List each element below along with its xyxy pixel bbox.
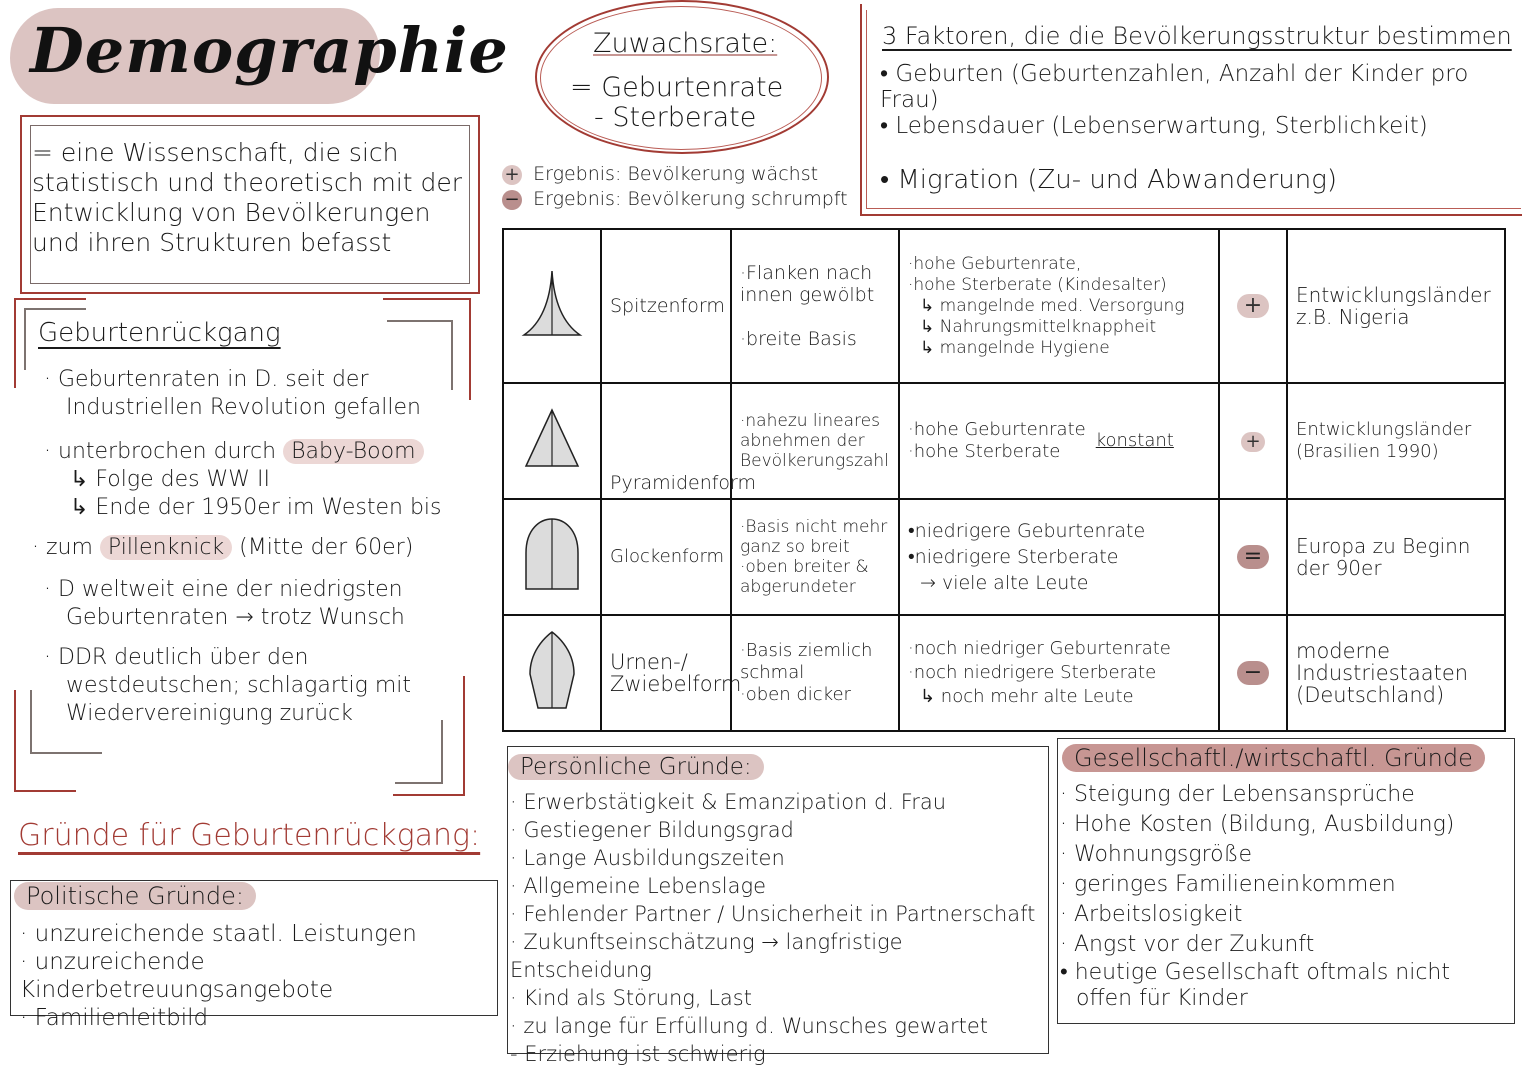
table-row [503, 229, 1505, 383]
reasons-title: Gründe für Geburtenrückgang: [18, 818, 481, 853]
political-title: Politische Gründe: [14, 882, 256, 910]
growth-line2: - Sterberate [594, 102, 757, 133]
political-list: · unzureichende staatl. Leistungen · unzureichende Kinderbetreuungsangebote · Familienleitbild [20, 921, 417, 1031]
sign-cell [1219, 229, 1287, 383]
page-title: Demographie [30, 14, 509, 87]
shape-cell [503, 383, 601, 499]
decline-title: Geburtenrückgang [38, 318, 281, 348]
shape-cell [503, 229, 601, 383]
shape-features: ·Basis nicht mehr ganz so breit ·oben breiter & abgerundeter [731, 499, 899, 615]
shape-example: Europa zu Beginn der 90er [1287, 499, 1505, 615]
factor-item: • Migration (Zu- und Abwanderung) [880, 165, 1337, 195]
personal-list: · Erwerbstätigkeit & Emanzipation d. Frau · Gestiegener Bildungsgrad · Lange Ausbildungszeiten · Allgemeine Lebenslage · Fehlender Partner / Unsicherheit in Partnerschaft · Zukunftseinschätzung → langfristige Entscheidung · Kind als Störung, Last · zu lange für Erfüllung d. Wunsches gewartet - Erziehung ist schwierig [510, 790, 1036, 1066]
social-title: Gesellschaftl./wirtschaftl. Gründe [1062, 744, 1485, 772]
social-list: · Steigung der Lebensansprüche · Hohe Kosten (Bildung, Ausbildung) · Wohnungsgröße · geringes Familieneinkommen · Arbeitslosigkeit · Angst vor der Zukunft • heutige Gesellschaft oftmals nicht offen für Kinder [1060, 782, 1455, 1011]
shape-rates: ·hohe Geburtenrate, ·hohe Sterberate (Kindesalter) ↳ mangelnde med. Versorgung ↳ Nahrungsmittelknappheit ↳ mangelnde Hygiene [899, 229, 1219, 383]
pyramid-table [502, 228, 1506, 732]
definition-text: = eine Wissenschaft, die sich statistisch und theoretisch mit der Entwicklung von Bevölkerungen und ihren Strukturen befasst [32, 138, 463, 257]
growth-minus-text: Ergebnis: Bevölkerung schrumpft [533, 188, 848, 210]
factors-title: 3 Faktoren, die die Bevölkerungsstruktur bestimmen [882, 22, 1512, 50]
baby-boom-highlight: Baby-Boom [283, 439, 423, 464]
personal-title: Persönliche Gründe: [508, 754, 764, 780]
growth-plus-text: Ergebnis: Bevölkerung wächst [533, 163, 819, 185]
urnenform-icon [524, 630, 580, 712]
shape-name: Spitzenform [601, 229, 731, 383]
growth-plus-row [502, 163, 818, 185]
pillenknick-highlight: Pillenknick [100, 535, 232, 560]
shape-example: moderne Industriestaaten (Deutschland) [1287, 615, 1505, 731]
factor-item: • Lebensdauer (Lebenserwartung, Sterblichkeit) [880, 113, 1428, 139]
shape-features: ·Flanken nach innen gewölbt ·breite Basis [731, 229, 899, 383]
plus-sign: + [1237, 294, 1269, 318]
shape-rates: ·hohe Geburtenrate ·hohe Sterberate konstant [899, 383, 1219, 499]
shape-name: Glockenform [601, 499, 731, 615]
sign-cell [1219, 615, 1287, 731]
minus-icon: − [502, 190, 522, 210]
table-row [503, 383, 1505, 499]
growth-title: Zuwachsrate: [593, 28, 778, 59]
decline-list: · Geburtenraten in D. seit der Industriellen Revolution gefallen · unterbrochen durch Baby-Boom ↳ Folge des WW II ↳ Ende der 1950er im Westen bis · zum Pillenknick (Mitte der 60er) · D weltweit eine der niedrigsten Geburtenraten → trotz Wunsch · DDR deutlich über den westdeutschen; schlagartig mit Wiedervereinigung zurück [32, 367, 442, 726]
growth-minus-row [502, 188, 848, 210]
spitzenform-icon [520, 269, 584, 339]
minus-sign: − [1237, 661, 1269, 685]
shape-features: ·Basis ziemlich schmal ·oben dicker [731, 615, 899, 731]
shape-example: Entwicklungsländer (Brasilien 1990) [1287, 383, 1505, 499]
shape-name: Urnen-/ Zwiebelform [601, 615, 731, 731]
shape-features: ·nahezu lineares abnehmen der Bevölkerungszahl [731, 383, 899, 499]
sign-cell [1219, 499, 1287, 615]
table-row [503, 615, 1505, 731]
sign-cell [1219, 383, 1287, 499]
bracket-br-inner [395, 720, 443, 784]
shape-cell [503, 615, 601, 731]
pyramid-icon [522, 408, 582, 470]
glockenform-icon [522, 517, 582, 593]
table-row [503, 499, 1505, 615]
shape-rates: ·noch niedriger Geburtenrate ·noch niedrigere Sterberate ↳ noch mehr alte Leute [899, 615, 1219, 731]
shape-example: Entwicklungsländer z.B. Nigeria [1287, 229, 1505, 383]
shape-name: Pyramidenform [601, 383, 731, 499]
equal-sign: = [1237, 545, 1269, 569]
shape-rates: •niedrigere Geburtenrate •niedrigere Sterberate → viele alte Leute [899, 499, 1219, 615]
plus-icon: + [502, 165, 522, 185]
factor-item: • Geburten (Geburtenzahlen, Anzahl der Kinder pro Frau) [880, 61, 1469, 113]
plus-sign: + [1241, 432, 1265, 452]
shape-cell [503, 499, 601, 615]
growth-line1: = Geburtenrate [570, 72, 784, 103]
